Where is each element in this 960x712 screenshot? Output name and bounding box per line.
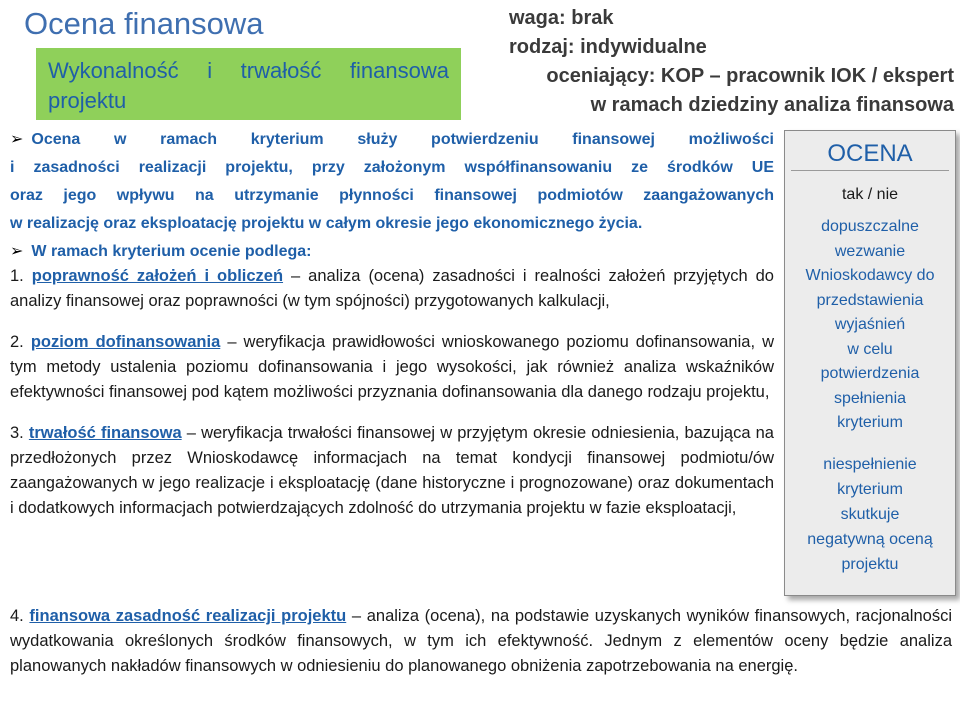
- item-label: poziom dofinansowania: [30, 333, 221, 351]
- list-item: 2. poziom dofinansowania – weryfikacja prawidłowości wnioskowanego poziomu dofinansowania, w tym metody ustalenia poziomu dofinansowania i jego wysokości, jak również analiza wskaźników efektywności finansowej pod kątem możliwości przyznania dofinansowania dla danego rodzaju projektu,: [10, 333, 774, 401]
- ocena-panel: [784, 130, 956, 596]
- banner-word: i: [207, 58, 213, 83]
- intro-line: oraz jego wpływu na utrzymanie płynności finansowej podmiotów zaangażowanych: [10, 187, 774, 204]
- intro-line: ➢ Ocena w ramach kryterium służy potwierdzeniu finansowej możliwości: [10, 131, 774, 148]
- criteria-list: [10, 264, 774, 537]
- intro-section: [10, 126, 774, 266]
- intro-line: i zasadności realizacji projektu, przy założonym współfinansowaniu ze środków UE: [10, 159, 774, 176]
- list-item: 4. finansowa zasadność realizacji projektu – analiza (ocena), na podstawie uzyskanych wyników finansowych, racjonalności wydatkowania określonych środków finansowych, w tym ich efektywność. Jednym z elementów oceny będzie analiza planowanych nakładów finansowych w odniesieniu do planowanego obniżenia zapotrzebowania na energię.: [10, 607, 952, 675]
- intro-line: w realizację oraz eksploatację projektu w całym okresie jego ekonomicznego życia.: [10, 215, 643, 232]
- banner-word: Wykonalność: [48, 58, 179, 83]
- meta-evaluator: oceniający: KOP – pracownik IOK / ekspert: [546, 65, 954, 87]
- page-title: Ocena finansowa: [24, 6, 264, 41]
- meta-type: rodzaj: indywidualne: [509, 36, 707, 58]
- ocena-acceptable: dopuszczalne wezwanie Wnioskodawcy do przedstawienia wyjaśnień w celu potwierdzenia spełnienia kryterium: [805, 218, 935, 431]
- banner-line-2: projektu: [48, 88, 127, 113]
- criterion-meta: [509, 4, 954, 120]
- item-label: trwałość finansowa: [28, 424, 182, 442]
- meta-domain: w ramach dziedziny analiza finansowa: [590, 94, 954, 116]
- ocena-yes-no: tak / nie: [841, 186, 899, 203]
- ocena-title: OCENA: [791, 131, 949, 171]
- list-item: 1. poprawność założeń i obliczeń – analiza (ocena) zasadności i realności założeń przyjętych do analizy finansowej oraz poprawności (w tym spójności) przygotowanych kalkulacji,: [10, 267, 774, 310]
- intro-bullet-2: ➢ W ramach kryterium ocenie podlega:: [10, 243, 312, 260]
- item-label: finansowa zasadność realizacji projektu: [29, 607, 347, 625]
- meta-weight: waga: brak: [509, 7, 614, 29]
- item-label: poprawność założeń i obliczeń: [31, 267, 284, 285]
- ocena-failure: niespełnienie kryterium skutkuje negatywną oceną projektu: [807, 455, 933, 573]
- list-item: 3. trwałość finansowa – weryfikacja trwałości finansowej w przyjętym okresie odniesienia, bazująca na przedłożonych przez Wnioskodawcę informacjach na temat kondycji finansowej podmiotu/ów zaangażowanych w jego realizacje i eksploatację (dane historyczne i prognozowane) oraz dokumentach i dodatkowych informacjach potwierdzających zdolność do utrzymania projektu w fazie eksploatacji,: [10, 424, 774, 517]
- criterion-banner: [36, 48, 461, 120]
- banner-word: trwałość: [240, 58, 322, 83]
- arrow-bullet-icon: ➢: [10, 131, 24, 148]
- banner-line-1: [48, 56, 449, 86]
- arrow-bullet-icon: ➢: [10, 243, 24, 260]
- banner-word: finansowa: [349, 58, 449, 83]
